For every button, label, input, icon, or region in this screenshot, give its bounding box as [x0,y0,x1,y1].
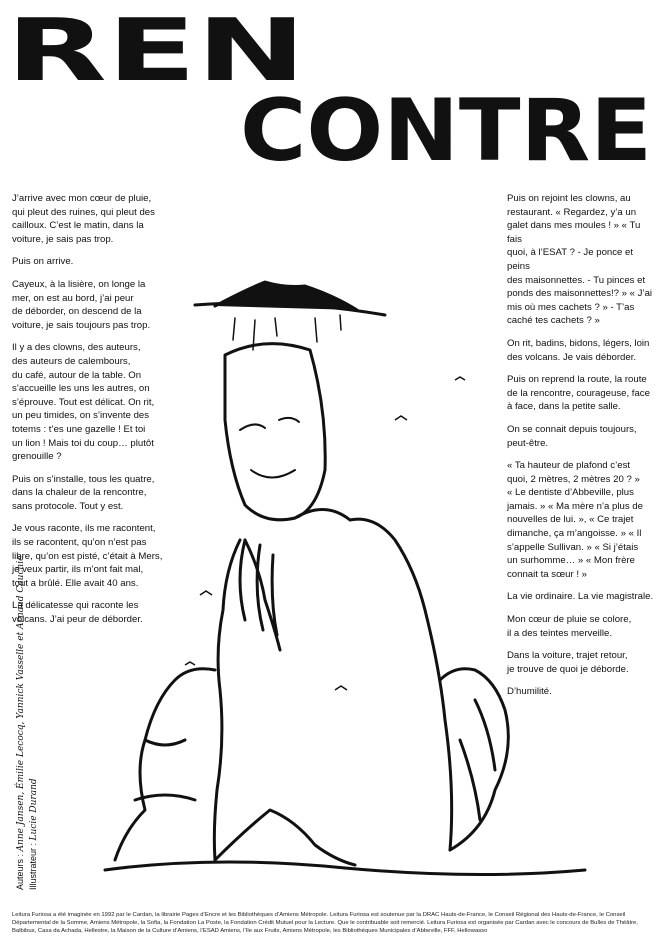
rock-figure-illustration [95,270,595,900]
paragraph: Puis on arrive. [12,256,74,268]
page-title [0,0,666,170]
illustrator-name: Lucie Durand [29,778,39,841]
paragraph: Je vous raconte, ils me racontent, ils se racontent, qu’on n’est pas libre, qu’on est pisté, c’était à Mers, je veux partir, ils m’ont fait mal, tout a brûlé. Elle avait 40 ans. [12,523,163,589]
paragraph: J’arrive avec mon cœur de pluie, qui pleut des ruines, qui pleut des cailloux. C’est le matin, dans la voiture, je sais pas trop. [12,193,155,245]
ground [105,862,585,875]
paragraph: Dans la voiture, trajet retour, je trouve de quoi je déborde. [507,650,629,675]
title-line-2: CONTRE [240,81,652,170]
paragraph: Puis on reprend la route, la route de la rencontre, courageuse, face à face, dans la petite salle. [507,374,650,413]
illustrator-label: Illustrateur : [28,840,38,890]
credits [14,555,40,890]
paragraph: D’humilité. [507,686,552,698]
hat-crown [215,282,357,310]
paragraph: Il y a des clowns, des auteurs, des auteurs de calembours, du café, autour de la table. On s’accueille les uns les autres, on s’éprouve. Tout est délicat. On rit, un peu timides, on s’invente des totems : t’es une gazelle ! Et toi un lion ! Mais toi du coup… plutôt grenouille ? [12,342,155,463]
rock-base-left [115,669,215,860]
authors-line [14,555,27,890]
paragraph: La délicatesse qui raconte les volcans. J’ai peur de déborder. [12,600,143,626]
raised-hand [214,540,240,860]
paragraph: Mon cœur de pluie se colore, il a des teintes merveille. [507,614,632,639]
paragraph: « Ta hauteur de plafond c’est quoi, 2 mètres, 2 mètres 20 ? » « Le dentiste d’Abbeville, plus jamais. » « Ma mère n’a plus de nouvelles de lui. », « Ce trajet dimanche, ça m’angoisse. » « Il s’appelle Sullivan. » « Si j’étais un surhomme… » « Mon frère connait ta sœur ! » [507,460,643,580]
figure-head [225,344,325,520]
paragraph: On se connait depuis toujours, peut-être. [507,423,637,449]
footer-text: Leitura Furiosa a été imaginée en 1992 par le Cardan, la librairie Pages d’Encre et les Bibliothèques d’Amiens Métropole. Leitura Furiosa est soutenue par la DRAC Hauts-de-France, le Conseil Régional des Hauts-de-France, le Conseil Départemental de la Somme, Amiens Métropole, la Sofia, la Fondation La Poste, la Fondation Crédit Mutuel pour la Lecture. Que le contribuable soit remercié. Leitura Furiosa est organisée par Cardan avec le concours de Bulles de Théâtre, Balbibus, Casa da Achada, Hellestre, la Maison de la Culture d’Amiens, l’ESAD Amiens, l’Ile aux Fruits, Amiens Métropole, les Bibliothèques Municipales d’Abbeville, FFF, Hellowasso [12,912,638,935]
authors-names: Anne Jansen, Émilie Lecocq, Yannick Vasselle et Arnaud Cauchie [16,555,26,852]
paragraph: Puis on s’installe, tous les quatre, dans la chaleur de la rencontre, sans protocole. Tout y est. [12,473,155,512]
paragraph: La vie ordinaire. La vie magistrale. [507,591,654,603]
figure-body [295,509,452,850]
paragraph: Cayeux, à la lisière, on longe la mer, on est au bord, j’ai peur de déborder, on descend de la voiture, je sais toujours pas trop. [12,278,151,331]
illustrator-line [27,555,40,890]
paragraph: On rit, badins, bidons, légers, loin des volcans. Je vais déborder. [507,337,650,363]
paragraph: Puis on rejoint les clowns, au restaurant. « Regardez, y’a un galet dans mes moules ! » « Tu fais quoi, à l’ESAT ? - Je ponce et peins des maisonnettes. - Tu pinces et ponds des maisonnettes!? » « J’ai mis où mes cachets ? » - T’as caché tes cachets ? » [507,193,653,327]
title-line-1: REN [6,1,306,101]
authors-label: Auteurs : [15,851,25,890]
